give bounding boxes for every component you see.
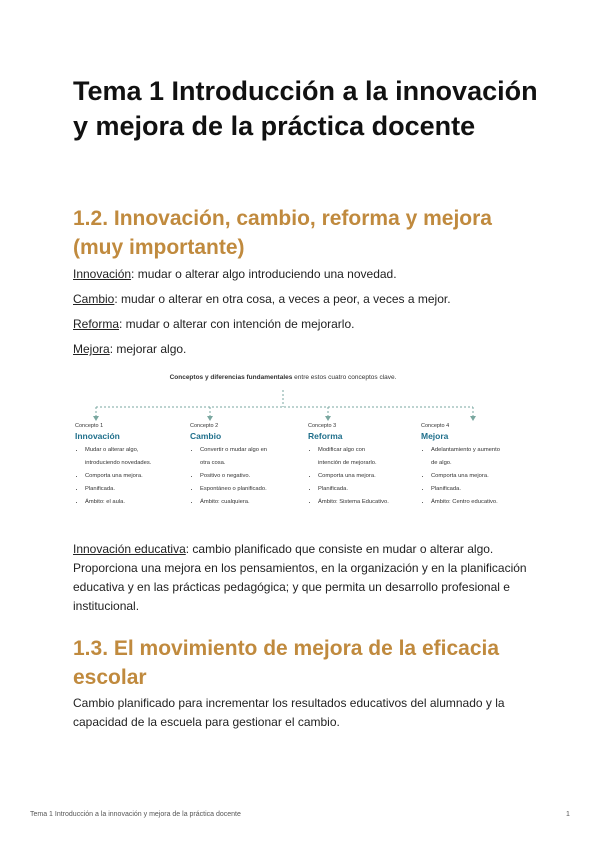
concept-label: Concepto 4 — [421, 423, 450, 429]
paragraph-eficacia: Cambio planificado para incrementar los resultados educativos del alumnado y la capacidad de la escuela para gestionar el cambio. — [73, 696, 505, 729]
list-item: • Comporta una mejora. — [318, 470, 424, 483]
section-heading-eficacia: 1.3. El movimiento de mejora de la eficacia escolar — [73, 637, 500, 689]
definition-text: : mejorar algo. — [109, 342, 187, 356]
section-heading-innovacion: 1.2. Innovación, cambio, reforma y mejora (muy importante) — [73, 207, 492, 259]
list-item: • Comporta una mejora. — [85, 470, 191, 483]
concept-column-2 — [190, 422, 306, 509]
concept-list — [190, 444, 306, 509]
concept-column-4 — [421, 422, 537, 509]
concept-list — [308, 444, 424, 509]
concept-column-3 — [308, 422, 424, 509]
term-innovacion: Innovación — [73, 267, 132, 281]
concept-name: Reforma — [308, 431, 343, 441]
definition-text: : mudar o alterar con intención de mejorarlo. — [119, 317, 355, 331]
concepts-figure — [73, 370, 541, 522]
list-item: • Planificada. — [318, 483, 424, 496]
concept-list — [421, 444, 537, 509]
connector-arrow-4 — [470, 416, 476, 421]
term-innovacion-educativa: Innovación educativa — [73, 542, 186, 556]
definition-innovacion — [73, 265, 533, 284]
list-item: • Modificar algo con — [318, 444, 424, 457]
list-item: • Adelantamiento y aumento — [431, 444, 537, 457]
figure-connectors — [73, 370, 541, 422]
term-mejora: Mejora — [73, 342, 110, 356]
list-item: introduciendo novedades. — [85, 460, 152, 466]
list-item: • Mudar o alterar algo, — [85, 444, 191, 457]
paragraph-text: : cambio planificado que consiste en mudar o alterar algo. Proporciona una mejora en los pensamientos, en la organización y en la planificación educativa y en las prácticas pedagógica; y que permita un desarrollo profesional e institucional. — [73, 542, 527, 613]
list-item: • Ámbito: Sistema Educativo. — [318, 496, 424, 509]
list-item: • Espontáneo o planificado. — [200, 483, 306, 496]
list-item: intención de mejorarlo. — [318, 460, 377, 466]
list-item: • Comporta una mejora. — [431, 470, 537, 483]
concept-name: Mejora — [421, 431, 449, 441]
list-item: de algo. — [431, 460, 452, 466]
page-number: 1 — [566, 811, 570, 818]
list-item: • Positivo o negativo. — [200, 470, 306, 483]
list-item: • Ámbito: cualquiera. — [200, 496, 306, 509]
list-item: • Planificada. — [85, 483, 191, 496]
figure-caption-bold: Conceptos y diferencias fundamentales — [169, 374, 293, 381]
definition-mejora — [73, 340, 533, 359]
list-item: otra cosa. — [200, 460, 226, 466]
figure-caption-rest: entre estos cuatro conceptos clave. — [292, 374, 397, 381]
concept-label: Concepto 1 — [75, 423, 104, 429]
concept-list — [75, 444, 191, 509]
connector-arrow-1 — [93, 416, 99, 421]
list-item: • Planificada. — [431, 483, 537, 496]
definition-text: : mudar o alterar en otra cosa, a veces a peor, a veces a mejor. — [114, 292, 451, 306]
definition-reforma — [73, 315, 533, 334]
page-title: Tema 1 Introducción a la innovación y mejora de la práctica docente — [73, 76, 538, 141]
connector-arrow-3 — [325, 416, 331, 421]
term-cambio: Cambio — [73, 292, 115, 306]
definition-text: : mudar o alterar algo introduciendo una novedad. — [131, 267, 397, 281]
concept-name: Cambio — [190, 431, 222, 441]
list-item: • Convertir o mudar algo en — [200, 444, 306, 457]
definition-cambio — [73, 290, 533, 309]
connector-arrow-2 — [207, 416, 213, 421]
list-item: • Ámbito: el aula. — [85, 496, 191, 509]
list-item: • Ámbito: Centro educativo. — [431, 496, 537, 509]
footer-title: Tema 1 Introducción a la innovación y mejora de la práctica docente — [30, 811, 241, 818]
concept-label: Concepto 2 — [190, 423, 219, 429]
term-reforma: Reforma — [73, 317, 120, 331]
concept-name: Innovación — [75, 431, 120, 441]
concept-label: Concepto 3 — [308, 423, 337, 429]
paragraph-innovacion-educativa — [73, 540, 533, 616]
concept-column-1 — [75, 422, 191, 509]
